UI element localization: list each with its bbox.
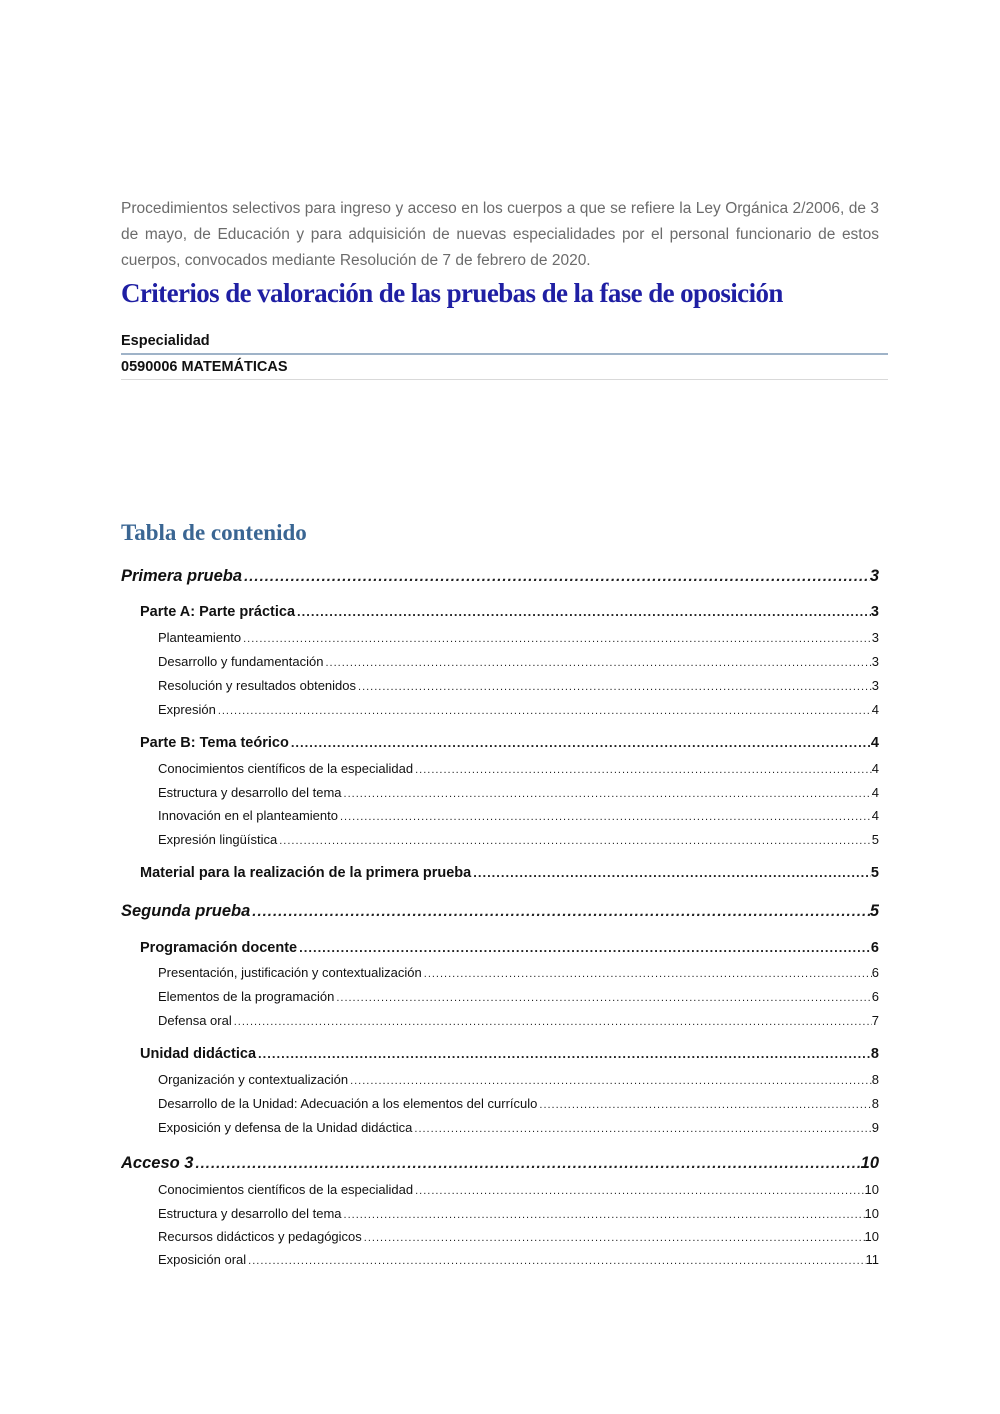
toc-entry-page: 6 xyxy=(870,940,879,956)
toc-entry-page: 10 xyxy=(864,1182,879,1197)
toc-entry-page: 10 xyxy=(864,1206,879,1221)
toc-entry-page: 4 xyxy=(871,761,879,776)
toc-entry-estructura-desarrollo-acceso[interactable] xyxy=(158,1206,879,1224)
toc-entry-text: Elementos de la programación xyxy=(158,989,335,1004)
toc-entry-text: Segunda prueba xyxy=(121,902,251,920)
toc-entry-segunda-prueba[interactable] xyxy=(121,902,879,924)
toc-entry-text: Desarrollo y fundamentación xyxy=(158,654,324,669)
toc-entry-text: Exposición oral xyxy=(158,1252,247,1267)
toc-entry-desarrollo-fundamentacion[interactable] xyxy=(158,654,879,672)
toc-entry-text: Material para la realización de la primera prueba xyxy=(140,865,472,881)
toc-entry-page: 4 xyxy=(871,808,879,823)
toc-entry-text: Recursos didácticos y pedagógicos xyxy=(158,1229,362,1244)
toc-entry-innovacion[interactable] xyxy=(158,808,879,826)
toc-entry-page: 3 xyxy=(871,630,879,645)
toc-entry-text: Estructura y desarrollo del tema xyxy=(158,1206,342,1221)
toc-entry-acceso-3[interactable] xyxy=(121,1154,879,1176)
toc-entry-page: 9 xyxy=(871,1120,879,1135)
toc-entry-parte-b[interactable] xyxy=(140,735,879,755)
toc-entry-programacion-docente[interactable] xyxy=(140,940,879,960)
toc-entry-page: 10 xyxy=(864,1229,879,1244)
toc-entry-text: Parte B: Tema teórico xyxy=(140,735,289,751)
toc-entry-text: Primera prueba xyxy=(121,567,243,585)
toc-entry-page: 5 xyxy=(871,832,879,847)
toc-entry-page: 6 xyxy=(871,989,879,1004)
toc-entry-presentacion-justificacion[interactable] xyxy=(158,965,879,983)
specialty-value: 0590006 MATEMÁTICAS xyxy=(121,357,888,380)
toc-entry-page: 7 xyxy=(871,1013,879,1028)
toc-entry-primera-prueba[interactable] xyxy=(121,567,879,589)
toc-entry-text: Defensa oral xyxy=(158,1013,232,1028)
toc-entry-organizacion-contextualizacion[interactable] xyxy=(158,1072,879,1090)
toc-entry-defensa-oral[interactable] xyxy=(158,1013,879,1031)
toc-entry-page: 3 xyxy=(871,678,879,693)
toc-entry-conocimientos-cientificos-acceso[interactable] xyxy=(158,1182,879,1200)
toc-entry-text: Acceso 3 xyxy=(121,1154,194,1172)
toc-entry-exposicion-oral[interactable] xyxy=(158,1252,879,1270)
toc-entry-text: Programación docente xyxy=(140,940,298,956)
toc-entry-text: Conocimientos científicos de la especialidad xyxy=(158,1182,414,1197)
toc-entry-text: Expresión xyxy=(158,702,216,717)
toc-entry-exposicion-defensa-unidad[interactable] xyxy=(158,1120,879,1138)
toc-entry-resolucion-resultados[interactable] xyxy=(158,678,879,696)
intro-paragraph: Procedimientos selectivos para ingreso y acceso en los cuerpos a que se refiere la Ley Orgánica 2/2006, de 3 de mayo, de Educación y para adquisición de nuevas especialidades por el personal funcionario de estos cuerpos, convocados mediante Resolución de 7 de febrero de 2020. xyxy=(121,199,879,269)
toc-entry-parte-a[interactable] xyxy=(140,604,879,624)
toc-entry-page: 3 xyxy=(869,567,879,585)
toc-entry-expresion[interactable] xyxy=(158,702,879,720)
toc-heading: Tabla de contenido xyxy=(121,520,307,545)
toc-entry-text: Unidad didáctica xyxy=(140,1046,257,1062)
toc-entry-recursos-didacticos[interactable] xyxy=(158,1229,879,1247)
toc-entry-elementos-programacion[interactable] xyxy=(158,989,879,1007)
toc-entry-text: Desarrollo de la Unidad: Adecuación a los elementos del currículo xyxy=(158,1096,538,1111)
toc-entry-page: 8 xyxy=(870,1046,879,1062)
toc-entry-page: 4 xyxy=(871,785,879,800)
toc-entry-page: 5 xyxy=(869,902,879,920)
toc-entry-text: Organización y contextualización xyxy=(158,1072,349,1087)
toc-entry-unidad-didactica[interactable] xyxy=(140,1046,879,1066)
specialty-label: Especialidad xyxy=(121,331,888,355)
toc-entry-text: Innovación en el planteamiento xyxy=(158,808,338,823)
toc-entry-planteamiento[interactable] xyxy=(158,630,879,648)
toc-entry-page: 8 xyxy=(871,1072,879,1087)
toc-entry-page: 6 xyxy=(871,965,879,980)
toc-entry-page: 4 xyxy=(871,702,879,717)
document-title: Criterios de valoración de las pruebas de la fase de oposición xyxy=(121,278,783,308)
toc-entry-page: 5 xyxy=(870,865,879,881)
toc-entry-conocimientos-cientificos[interactable] xyxy=(158,761,879,779)
toc-entry-text: Planteamiento xyxy=(158,630,242,645)
toc-entry-desarrollo-unidad[interactable] xyxy=(158,1096,879,1114)
toc-entry-expresion-linguistica[interactable] xyxy=(158,832,879,850)
toc-entry-page: 11 xyxy=(865,1252,879,1267)
toc-entry-page: 8 xyxy=(871,1096,879,1111)
toc-entry-text: Resolución y resultados obtenidos xyxy=(158,678,357,693)
toc-entry-page: 10 xyxy=(860,1154,879,1172)
toc-entry-estructura-desarrollo[interactable] xyxy=(158,785,879,803)
toc-entry-text: Estructura y desarrollo del tema xyxy=(158,785,342,800)
toc-entry-text: Expresión lingüística xyxy=(158,832,278,847)
toc-entry-page: 4 xyxy=(870,735,879,751)
toc-entry-text: Exposición y defensa de la Unidad didáctica xyxy=(158,1120,413,1135)
toc-entry-text: Presentación, justificación y contextualización xyxy=(158,965,422,980)
toc-entry-material-primera-prueba[interactable] xyxy=(140,865,879,885)
toc-entry-text: Conocimientos científicos de la especialidad xyxy=(158,761,414,776)
toc-entry-text: Parte A: Parte práctica xyxy=(140,604,296,620)
toc-entry-page: 3 xyxy=(870,604,879,620)
toc-entry-page: 3 xyxy=(871,654,879,669)
